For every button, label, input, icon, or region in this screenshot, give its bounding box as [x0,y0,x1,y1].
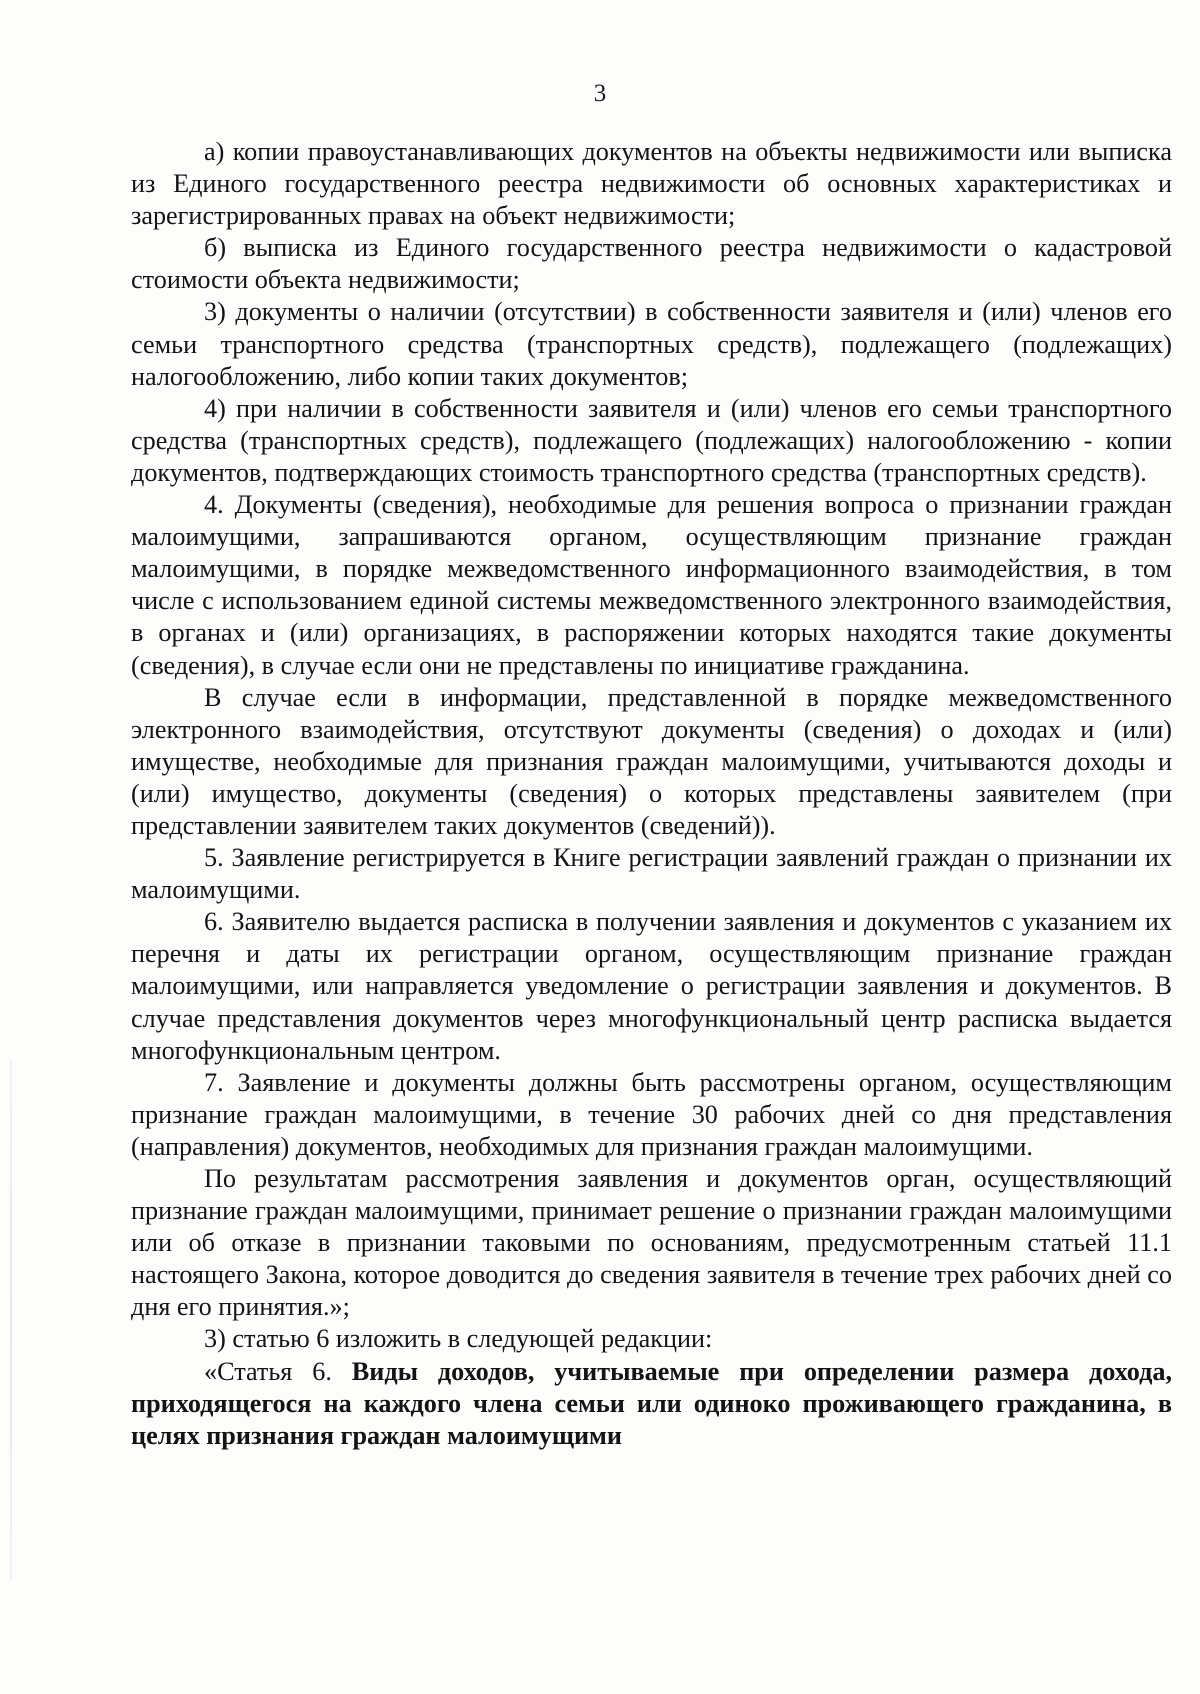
paragraph-section-6: 6. Заявителю выдается расписка в получении заявления и документов с указанием их перечня и даты их регистрации органом, осуществляющим признание граждан малоимущими, или направляется уведомление о регистрации заявления и документов. В случае представления документов через многофункциональный центр расписка выдается многофункциональным центром. [131,907,1172,1065]
scan-edge-mark [10,1060,12,1580]
paragraph-item-3: 3) документы о наличии (отсутствии) в собственности заявителя и (или) членов его семьи транспортного средства (транспортных средств), подлежащего (подлежащих) налогообложению, либо копии таких документов; [131,297,1172,391]
article-6-title: Виды доходов, учитываемые при определении размера дохода, приходящегося на каждого члена семьи или одиноко проживающего гражданина, в целях признания граждан малоимущими [131,1356,1172,1450]
paragraph-a: а) копии правоустанавливающих документов на объекты недвижимости или выписка из Единого государственного реестра недвижимости об основных характеристиках и зарегистрированных правах на объект недвижимости; [131,137,1172,231]
page-number: 3 [593,80,607,107]
paragraph-b: б) выписка из Единого государственного реестра недвижимости о кадастровой стоимости объекта недвижимости; [131,233,1172,295]
paragraph-section-4: 4. Документы (сведения), необходимые для решения вопроса о признании граждан малоимущими, запрашиваются органом, осуществляющим признание граждан малоимущими, в порядке межведомственного информационного взаимодействия, в том числе с использованием единой системы межведомственного электронного взаимодействия, в органах и (или) организациях, в распоряжении которых находятся такие документы (сведения), в случае если они не представлены по инициативе гражданина. [131,490,1172,680]
article-6-prefix: «Статья 6. [204,1356,352,1386]
paragraph-amend-article-6: 3) статью 6 изложить в следующей редакции: [204,1324,713,1354]
paragraph-interagency: В случае если в информации, представленной в порядке межведомственного электронного взаимодействия, отсутствуют документы (сведения) о доходах и (или) имуществе, необходимые для признания граждан малоимущими, учитываются доходы и (или) имущество, документы (сведения) о которых представлены заявителем (при представлении заявителем таких документов (сведений)). [131,682,1172,840]
paragraph-decision: По результатам рассмотрения заявления и документов орган, осуществляющий признание граждан малоимущими, принимает решение о признании граждан малоимущими или об отказе в признании таковыми по основаниям, предусмотренным статьей 11.1 настоящего Закона, которое доводится до сведения заявителя в течение трех рабочих дней со дня его принятия.»; [131,1164,1172,1322]
article-6-heading [131,1356,1172,1452]
document-body [131,136,1172,1452]
paragraph-section-7: 7. Заявление и документы должны быть рассмотрены органом, осуществляющим признание граждан малоимущими, в течение 30 рабочих дней со дня представления (направления) документов, необходимых для признания граждан малоимущими. [131,1067,1172,1161]
paragraph-section-5: 5. Заявление регистрируется в Книге регистрации заявлений граждан о признании их малоимущими. [131,843,1172,905]
paragraph-item-4: 4) при наличии в собственности заявителя и (или) членов его семьи транспортного средства (транспортных средств), подлежащего (подлежащих) налогообложению - копии документов, подтверждающих стоимость транспортного средства (транспортных средств). [131,393,1172,487]
